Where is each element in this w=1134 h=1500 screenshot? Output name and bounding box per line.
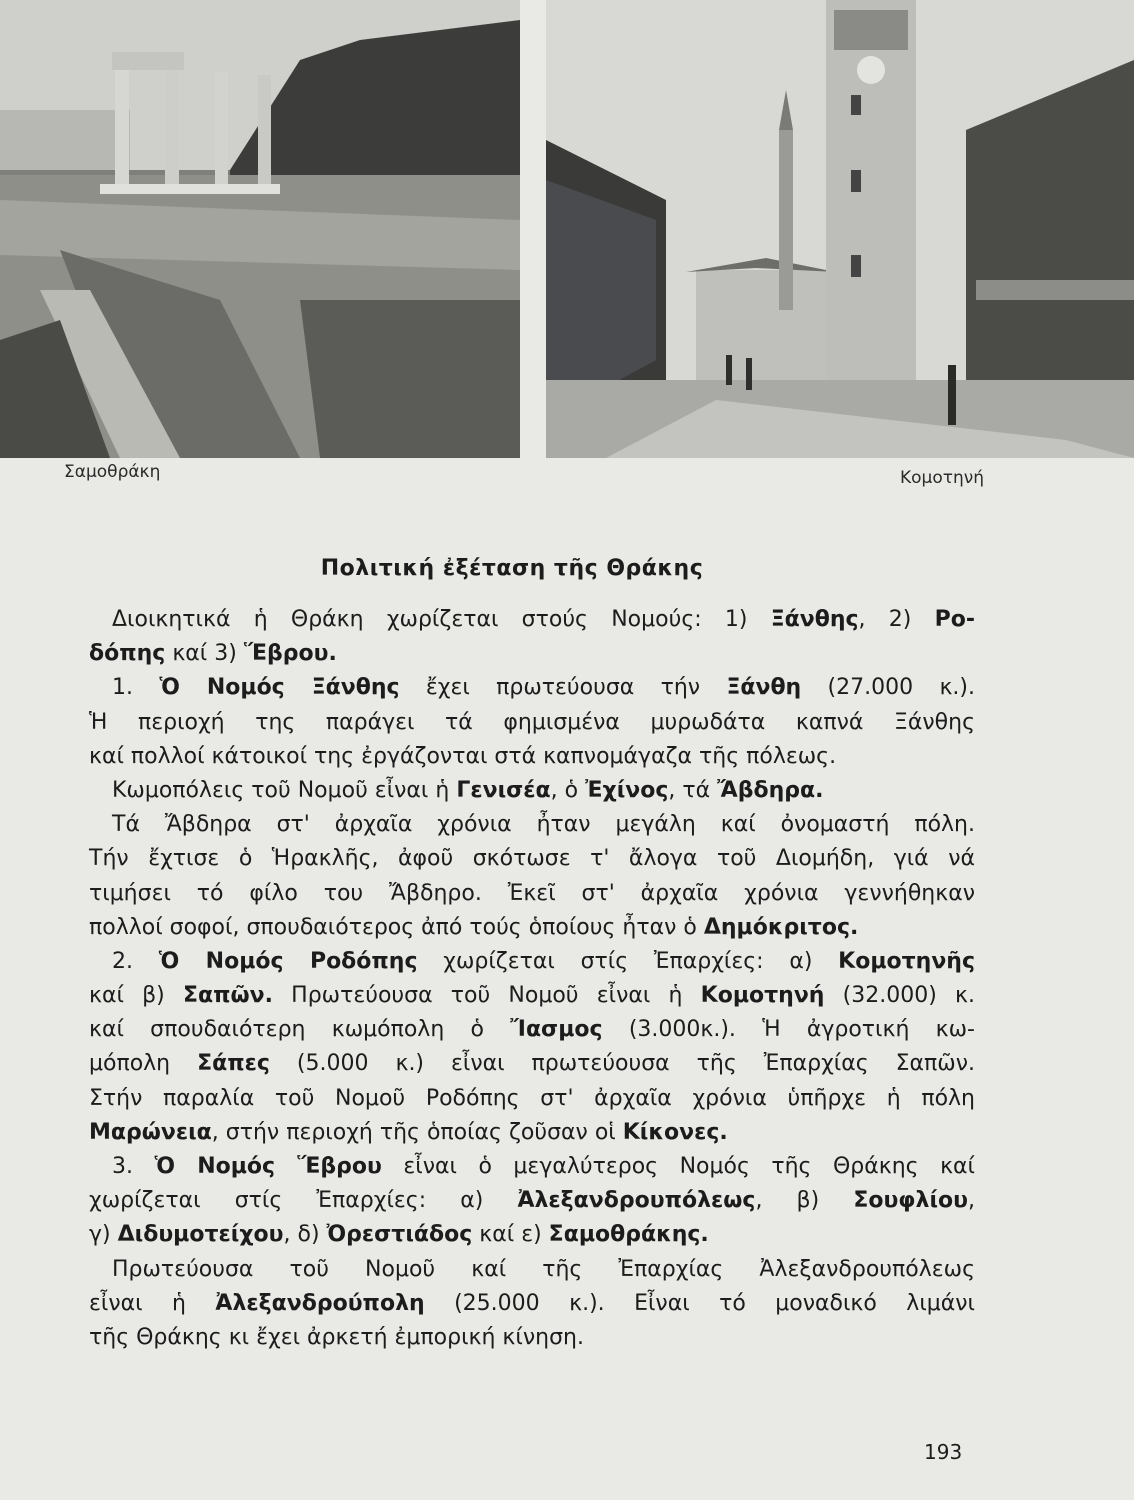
bold-term: Κίκονες. bbox=[622, 1119, 728, 1145]
bold-term: Ξάνθη bbox=[726, 675, 802, 701]
text-run: πολλοί σοφοί, σπουδαιότερος ἀπό τούς ὁποίους ἦταν ὁ bbox=[89, 914, 704, 940]
text-line bbox=[89, 877, 975, 911]
text-run: καί σπουδαιότερη κωμόπολη ὁ bbox=[89, 1017, 511, 1043]
bold-term: Ἄβδηρα. bbox=[717, 777, 824, 803]
bold-term: Ρο- bbox=[934, 607, 975, 632]
bold-term: Ὁ Νομός Ξάνθης bbox=[159, 675, 400, 701]
bold-term: Ὁ Νομός Ροδόπης bbox=[158, 948, 418, 974]
text-run: (3.000κ.). Ἡ ἀγροτική κω- bbox=[602, 1017, 975, 1043]
bold-term: Ἴασμος bbox=[510, 1017, 603, 1043]
page-title: Πολιτική ἐξέταση τῆς Θράκης bbox=[320, 556, 704, 581]
street-clock-tower-photo bbox=[546, 0, 1134, 458]
text-run: , τά bbox=[668, 777, 718, 803]
text-run: Πρωτεύουσα τοῦ Νομοῦ εἶναι ἡ bbox=[272, 983, 701, 1009]
text-run: ἔχει πρωτεύουσα τήν bbox=[399, 675, 727, 701]
text-run: Ἡ περιοχή της παράγει τά φημισμένα μυρωδάτα καπνά Ξάνθης bbox=[89, 709, 975, 735]
text-run: Διοικητικά ἡ Θράκη χωρίζεται στούς Νομούς: 1) bbox=[112, 607, 771, 632]
text-line bbox=[89, 1253, 975, 1287]
text-run: (5.000 κ.) εἶναι πρωτεύουσα τῆς Ἐπαρχίας Σαπῶν. bbox=[269, 1051, 975, 1077]
bold-term: Σαπῶν. bbox=[182, 983, 273, 1009]
text-run: (32.000) κ. bbox=[824, 983, 975, 1009]
text-line bbox=[89, 706, 975, 740]
text-line bbox=[89, 671, 975, 705]
text-line bbox=[89, 774, 975, 808]
text-line bbox=[89, 1218, 975, 1252]
text-run: καί 3) bbox=[165, 641, 244, 667]
text-run: , β) bbox=[755, 1188, 854, 1214]
text-run: 3. bbox=[112, 1154, 155, 1179]
bold-term: Κομοτηνή bbox=[700, 983, 825, 1009]
text-run: καί ε) bbox=[472, 1222, 549, 1248]
bold-term: Διδυμοτείχου bbox=[117, 1222, 284, 1248]
text-run: τιμήσει τό φίλο του Ἄβδηρο. Ἐκεῖ στ' ἀρχαῖα χρόνια γεννήθηκαν bbox=[89, 880, 975, 906]
bold-term: Ἕβρου. bbox=[243, 641, 337, 667]
bold-term: Σουφλίου bbox=[853, 1188, 968, 1214]
text-run: Στήν παραλία τοῦ Νομοῦ Ροδόπης στ' ἀρχαῖα χρόνια ὑπῆρχε ἡ πόλη bbox=[89, 1085, 975, 1111]
text-run: τῆς Θράκης κι ἔχει ἀρκετή ἐμπορική κίνηση. bbox=[89, 1324, 584, 1350]
text-line bbox=[89, 1184, 975, 1218]
text-run: , bbox=[968, 1188, 975, 1214]
text-line bbox=[89, 1287, 975, 1321]
caption-samothraki: Σαμοθράκη bbox=[64, 462, 161, 482]
text-run: εἶναι ἡ bbox=[89, 1290, 216, 1316]
bold-term: Μαρώνεια bbox=[89, 1119, 212, 1145]
bold-term: Ἐχίνος bbox=[585, 777, 669, 803]
text-run: , 2) bbox=[858, 607, 935, 632]
text-run: καί πολλοί κάτοικοί της ἐργάζονται στά καπνομάγαζα τῆς πόλεως. bbox=[89, 743, 837, 769]
text-line bbox=[89, 945, 975, 979]
text-line bbox=[89, 1013, 975, 1047]
text-run: Κωμοπόλεις τοῦ Νομοῦ εἶναι ἡ bbox=[112, 777, 457, 803]
text-line bbox=[89, 1116, 975, 1150]
text-run: , δ) bbox=[283, 1222, 327, 1248]
text-run: , στήν περιοχή τῆς ὁποίας ζοῦσαν οἱ bbox=[211, 1119, 623, 1145]
text-run: χωρίζεται στίς Ἐπαρχίες: α) bbox=[417, 948, 839, 974]
body-text bbox=[89, 603, 975, 1355]
caption-komotini: Κομοτηνή bbox=[899, 468, 984, 488]
text-run: χωρίζεται στίς Ἐπαρχίες: α) bbox=[89, 1188, 518, 1214]
text-run: καί β) bbox=[89, 983, 183, 1009]
page-number: 193 bbox=[924, 1440, 963, 1464]
text-run: Τά Ἄβδηρα στ' ἀρχαῖα χρόνια ἦταν μεγάλη καί ὀνομαστή πόλη. bbox=[112, 812, 975, 838]
bold-term: Ὀρεστιάδος bbox=[326, 1222, 473, 1248]
bold-term: Ἀλεξανδρούπολη bbox=[215, 1290, 425, 1316]
text-run: 2. bbox=[112, 948, 159, 974]
bold-term: Σαμοθράκης. bbox=[548, 1222, 709, 1248]
text-run: (25.000 κ.). Εἶναι τό μοναδικό λιμάνι bbox=[424, 1290, 975, 1316]
bold-term: Ἀλεξανδρουπόλεως bbox=[517, 1188, 756, 1214]
text-line bbox=[89, 1082, 975, 1116]
bold-term: Σάπες bbox=[197, 1051, 270, 1077]
bold-term: Ὁ Νομός Ἕβρου bbox=[154, 1154, 382, 1179]
bold-term: Ξάνθης bbox=[770, 607, 859, 632]
text-line bbox=[89, 911, 975, 945]
text-run: εἶναι ὁ μεγαλύτερος Νομός τῆς Θράκης καί bbox=[381, 1154, 975, 1179]
text-line bbox=[89, 842, 975, 876]
text-run: μόπολη bbox=[89, 1051, 198, 1077]
text-line bbox=[89, 1150, 975, 1184]
temple-ruins-photo bbox=[0, 0, 520, 458]
bold-term: Δημόκριτος. bbox=[703, 914, 859, 940]
text-run: (27.000 κ.). bbox=[801, 675, 975, 701]
text-run: , ὁ bbox=[550, 777, 586, 803]
text-line bbox=[89, 808, 975, 842]
text-run: γ) bbox=[89, 1222, 118, 1248]
text-line bbox=[89, 603, 975, 637]
text-line bbox=[89, 979, 975, 1013]
bold-term: δόπης bbox=[89, 641, 166, 667]
text-run: 1. bbox=[112, 675, 160, 701]
photo-komotini bbox=[546, 0, 1134, 458]
text-line bbox=[89, 637, 975, 671]
text-run: Τήν ἔχτισε ὁ Ἡρακλῆς, ἀφοῦ σκότωσε τ' ἄλογα τοῦ Διομήδη, γιά νά bbox=[89, 846, 975, 872]
bold-term: Γενισέα bbox=[456, 777, 551, 803]
text-line bbox=[89, 740, 975, 774]
text-run: Πρωτεύουσα τοῦ Νομοῦ καί τῆς Ἐπαρχίας Ἀλεξανδρουπόλεως bbox=[112, 1256, 975, 1282]
photo-samothraki bbox=[0, 0, 520, 458]
bold-term: Κομοτηνῆς bbox=[838, 948, 976, 974]
text-line bbox=[89, 1047, 975, 1081]
text-line bbox=[89, 1321, 975, 1355]
